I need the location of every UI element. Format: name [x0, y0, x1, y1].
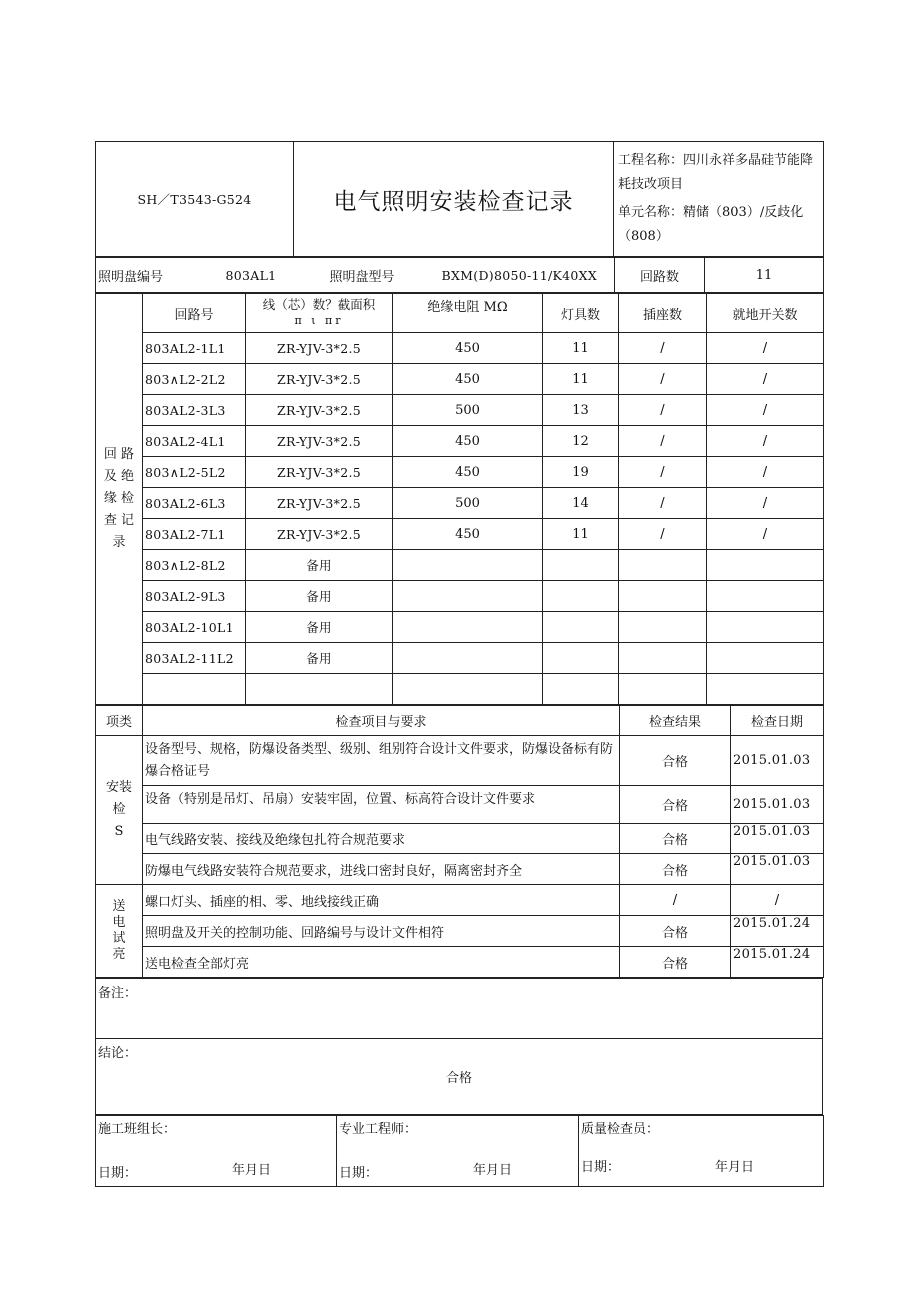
circuit-lamps — [543, 581, 619, 612]
inspection-item: 防爆电气线路安装符合规范要求，进线口密封良好，隔离密封齐全 — [143, 854, 620, 885]
circuit-insulation — [393, 550, 543, 581]
inspection-result: 合格 — [620, 736, 731, 786]
category-label-line: 检 — [112, 802, 126, 817]
circuit-lamps — [543, 612, 619, 643]
remarks-cell — [96, 979, 823, 1039]
circuit-lamps — [543, 643, 619, 674]
inspection-record-form — [95, 141, 823, 1187]
col-header-item: 检查项目与要求 — [143, 706, 620, 736]
circuit-wire: 备用 — [246, 581, 393, 612]
signature-date-value: 年月日 — [232, 1163, 272, 1178]
circuit-no: 803∧L2-2L2 — [143, 364, 246, 395]
side-label-line: 缘 检 — [103, 491, 135, 506]
panel-number-label: 照明盘编号 — [96, 258, 224, 293]
circuit-switches: / — [707, 457, 824, 488]
circuit-wire: ZR-YJV-3*2.5 — [246, 488, 393, 519]
signature-role: 施工班组长： — [98, 1122, 177, 1137]
inspection-date: 2015.01.24 — [731, 947, 824, 978]
standard-code: SH／T3543-G524 — [96, 142, 294, 257]
conclusion-label: 结论： — [98, 1046, 138, 1061]
circuit-row — [96, 333, 824, 364]
form-title: 电气照明安装检查记录 — [294, 142, 614, 257]
circuit-insulation: 500 — [393, 395, 543, 426]
circuit-lamps: 12 — [543, 426, 619, 457]
circuit-sockets — [619, 643, 707, 674]
circuit-sockets — [619, 612, 707, 643]
circuit-insulation: 450 — [393, 333, 543, 364]
circuit-sockets — [619, 550, 707, 581]
circuit-wire — [246, 674, 393, 705]
circuit-lamps — [543, 550, 619, 581]
circuit-table — [95, 293, 824, 705]
circuit-no: 803AL2-1L1 — [143, 333, 246, 364]
panel-model-label: 照明盘型号 — [328, 258, 440, 293]
signature-cell — [579, 1116, 824, 1187]
inspection-item: 设备型号、规格，防爆设备类型、级别、组别符合设计文件要求，防爆设备标有防爆合格证号 — [143, 736, 620, 786]
inspection-item: 螺口灯头、插座的相、零、地线接线正确 — [143, 885, 620, 916]
category-label-line: 送 — [112, 899, 126, 914]
signature-role: 专业工程师： — [339, 1122, 418, 1137]
circuit-no — [143, 674, 246, 705]
col-header-switches: 就地开关数 — [707, 294, 824, 333]
circuit-insulation: 500 — [393, 488, 543, 519]
signature-date-label: 日期： — [339, 1166, 379, 1181]
circuit-no: 803AL2-9L3 — [143, 581, 246, 612]
inspection-result: 合格 — [620, 824, 731, 854]
circuit-lamps: 11 — [543, 519, 619, 550]
circuit-insulation — [393, 581, 543, 612]
circuit-row — [96, 550, 824, 581]
circuit-no: 803AL2-11L2 — [143, 643, 246, 674]
circuit-row — [96, 643, 824, 674]
inspection-item: 送电检查全部灯亮 — [143, 947, 620, 978]
circuit-switches — [707, 612, 824, 643]
panel-number-value: 803AL1 — [224, 258, 328, 293]
circuit-lamps: 11 — [543, 333, 619, 364]
circuit-switches — [707, 581, 824, 612]
circuit-no: 803AL2-10L1 — [143, 612, 246, 643]
inspection-result: 合格 — [620, 916, 731, 947]
circuit-row — [96, 488, 824, 519]
col-header-wire — [246, 294, 393, 333]
signature-date-value: 年月日 — [473, 1163, 513, 1178]
circuit-row — [96, 519, 824, 550]
circuit-wire: ZR-YJV-3*2.5 — [246, 364, 393, 395]
circuit-row — [96, 395, 824, 426]
circuit-row — [96, 364, 824, 395]
circuit-lamps: 13 — [543, 395, 619, 426]
side-label-line: 录 — [112, 535, 126, 550]
circuit-insulation: 450 — [393, 457, 543, 488]
install-category-label — [96, 736, 143, 885]
circuit-insulation — [393, 674, 543, 705]
circuit-lamps: 11 — [543, 364, 619, 395]
circuit-sockets: / — [619, 395, 707, 426]
circuit-wire: 备用 — [246, 612, 393, 643]
inspection-item: 照明盘及开关的控制功能、回路编号与设计文件相符 — [143, 916, 620, 947]
col-header-sockets: 插座数 — [619, 294, 707, 333]
circuit-section-label — [96, 294, 143, 705]
circuits-value: 11 — [705, 258, 824, 293]
circuit-switches: / — [707, 519, 824, 550]
circuit-no: 803AL2-7L1 — [143, 519, 246, 550]
circuit-sockets: / — [619, 488, 707, 519]
col-header-date: 检查日期 — [731, 706, 824, 736]
header-table — [95, 141, 824, 257]
col-header-wire-sub: π ι πr — [294, 314, 344, 327]
project-name: 工程名称：四川永祥多晶硅节能降耗技改项目 — [618, 153, 814, 192]
circuit-row — [96, 612, 824, 643]
col-header-insulation: 绝缘电阻 MΩ — [393, 294, 543, 333]
signature-cell — [96, 1116, 337, 1187]
category-label-line: S — [114, 824, 124, 839]
inspection-result: 合格 — [620, 786, 731, 824]
side-label-line: 回 路 — [103, 447, 135, 462]
circuit-switches: / — [707, 426, 824, 457]
circuit-row — [96, 426, 824, 457]
circuit-switches: / — [707, 395, 824, 426]
circuit-switches: / — [707, 333, 824, 364]
circuit-lamps: 19 — [543, 457, 619, 488]
col-header-circuit-no: 回路号 — [143, 294, 246, 333]
circuit-no: 803AL2-6L3 — [143, 488, 246, 519]
col-header-wire-text: 线（芯）数？截面积 — [262, 297, 376, 312]
circuit-wire: ZR-YJV-3*2.5 — [246, 457, 393, 488]
category-label-line: 试 — [112, 931, 126, 946]
circuit-lamps — [543, 674, 619, 705]
circuit-insulation: 450 — [393, 364, 543, 395]
side-label-line: 及 绝 — [103, 469, 135, 484]
circuit-wire: 备用 — [246, 550, 393, 581]
circuit-row — [96, 674, 824, 705]
inspection-item: 电气线路安装、接线及绝缘包扎符合规范要求 — [143, 824, 620, 854]
category-label-line: 亮 — [112, 947, 126, 962]
circuit-sockets: / — [619, 426, 707, 457]
col-header-category: 项类 — [96, 706, 143, 736]
circuit-wire: ZR-YJV-3*2.5 — [246, 519, 393, 550]
inspection-date: / — [731, 885, 824, 916]
circuit-no: 803∧L2-8L2 — [143, 550, 246, 581]
circuit-wire: ZR-YJV-3*2.5 — [246, 426, 393, 457]
circuit-insulation: 450 — [393, 426, 543, 457]
circuit-no: 803AL2-4L1 — [143, 426, 246, 457]
circuit-row — [96, 457, 824, 488]
signature-role: 质量检查员： — [581, 1122, 660, 1137]
circuit-switches: / — [707, 488, 824, 519]
circuit-switches — [707, 550, 824, 581]
circuit-insulation: 450 — [393, 519, 543, 550]
circuit-switches: / — [707, 364, 824, 395]
circuit-no: 803AL2-3L3 — [143, 395, 246, 426]
circuit-wire: 备用 — [246, 643, 393, 674]
circuit-sockets: / — [619, 457, 707, 488]
circuit-insulation — [393, 612, 543, 643]
signature-date-label: 日期： — [581, 1160, 621, 1175]
conclusion-cell — [96, 1039, 823, 1115]
circuit-sockets — [619, 581, 707, 612]
inspection-date: 2015.01.03 — [731, 786, 824, 824]
side-label-line: 查 记 — [103, 513, 135, 528]
circuit-sockets: / — [619, 519, 707, 550]
project-info — [614, 142, 824, 257]
circuit-lamps: 14 — [543, 488, 619, 519]
signature-date-value: 年月日 — [715, 1160, 755, 1175]
circuit-sockets — [619, 674, 707, 705]
inspection-date: 2015.01.24 — [731, 916, 824, 947]
circuits-label: 回路数 — [615, 258, 705, 293]
signature-cell — [337, 1116, 579, 1187]
signature-date-label: 日期： — [98, 1166, 138, 1181]
inspection-result: 合格 — [620, 947, 731, 978]
inspection-result: / — [620, 885, 731, 916]
circuit-no: 803∧L2-5L2 — [143, 457, 246, 488]
conclusion-value: 合格 — [445, 1071, 472, 1086]
inspection-result: 合格 — [620, 854, 731, 885]
col-header-lamps: 灯具数 — [543, 294, 619, 333]
panel-model-value: BXM(D)8050-11/K40XX — [440, 258, 615, 293]
unit-name: 单元名称：精储（803）/反歧化（808） — [618, 205, 804, 244]
panel-table — [95, 257, 824, 293]
circuit-wire: ZR-YJV-3*2.5 — [246, 333, 393, 364]
circuit-insulation — [393, 643, 543, 674]
circuit-switches — [707, 643, 824, 674]
remarks-table — [95, 978, 823, 1115]
category-label-line: 安装 — [105, 780, 132, 795]
circuit-sockets: / — [619, 333, 707, 364]
inspection-table — [95, 705, 824, 978]
remarks-label: 备注： — [98, 986, 138, 1001]
signature-table — [95, 1115, 824, 1187]
col-header-result: 检查结果 — [620, 706, 731, 736]
circuit-row — [96, 581, 824, 612]
inspection-date: 2015.01.03 — [731, 736, 824, 786]
inspection-item: 设备（特别是吊灯、吊扇）安装牢固，位置、标高符合设计文件要求 — [143, 786, 620, 824]
category-label-line: 电 — [112, 915, 126, 930]
inspection-date: 2015.01.03 — [731, 854, 824, 885]
circuit-switches — [707, 674, 824, 705]
power-category-label — [96, 885, 143, 978]
inspection-date: 2015.01.03 — [731, 824, 824, 854]
circuit-wire: ZR-YJV-3*2.5 — [246, 395, 393, 426]
circuit-sockets: / — [619, 364, 707, 395]
